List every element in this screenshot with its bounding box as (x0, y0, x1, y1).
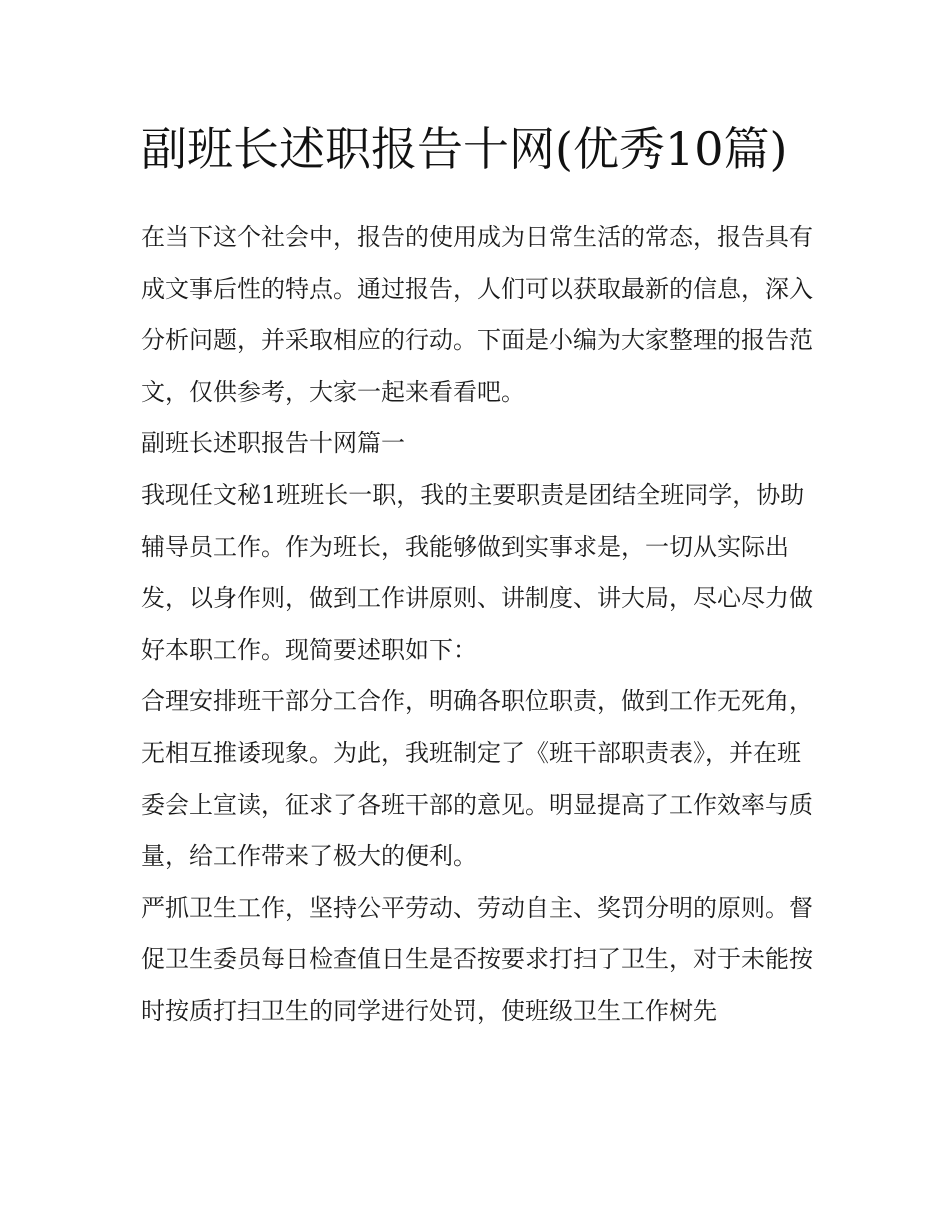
document-title: 副班长述职报告十网(优秀10篇) (141, 122, 788, 176)
document-body (141, 212, 813, 1038)
section-heading: 副班长述职报告十网篇一 (141, 429, 405, 458)
document-page (141, 112, 813, 1038)
paragraph: 合理安排班干部分工合作，明确各职位职责，做到工作无死角，无相互推诿现象。为此，我班制定了《班干部职责表》，并在班委会上宣读，征求了各班干部的意见。明显提高了工作效率与质量，给工作带来了极大的便利。 (141, 687, 813, 871)
paragraph-intro: 在当下这个社会中，报告的使用成为日常生活的常态，报告具有成文事后性的特点。通过报告，人们可以获取最新的信息，深入分析问题，并采取相应的行动。下面是小编为大家整理的报告范文，仅供参考，大家一起来看看吧。 (141, 223, 813, 406)
paragraph: 我现任文秘1班班长一职，我的主要职责是团结全班同学，协助辅导员工作。作为班长，我能够做到实事求是，一切从实际出发，以身作则，做到工作讲原则、讲制度、讲大局，尽心尽力做好本职工作。现简要述职如下： (141, 480, 813, 664)
paragraph: 严抓卫生工作，坚持公平劳动、劳动自主、奖罚分明的原则。督促卫生委员每日检查值日生是否按要求打扫了卫生，对于未能按时按质打扫卫生的同学进行处罚，使班级卫生工作树先 (141, 893, 813, 1025)
